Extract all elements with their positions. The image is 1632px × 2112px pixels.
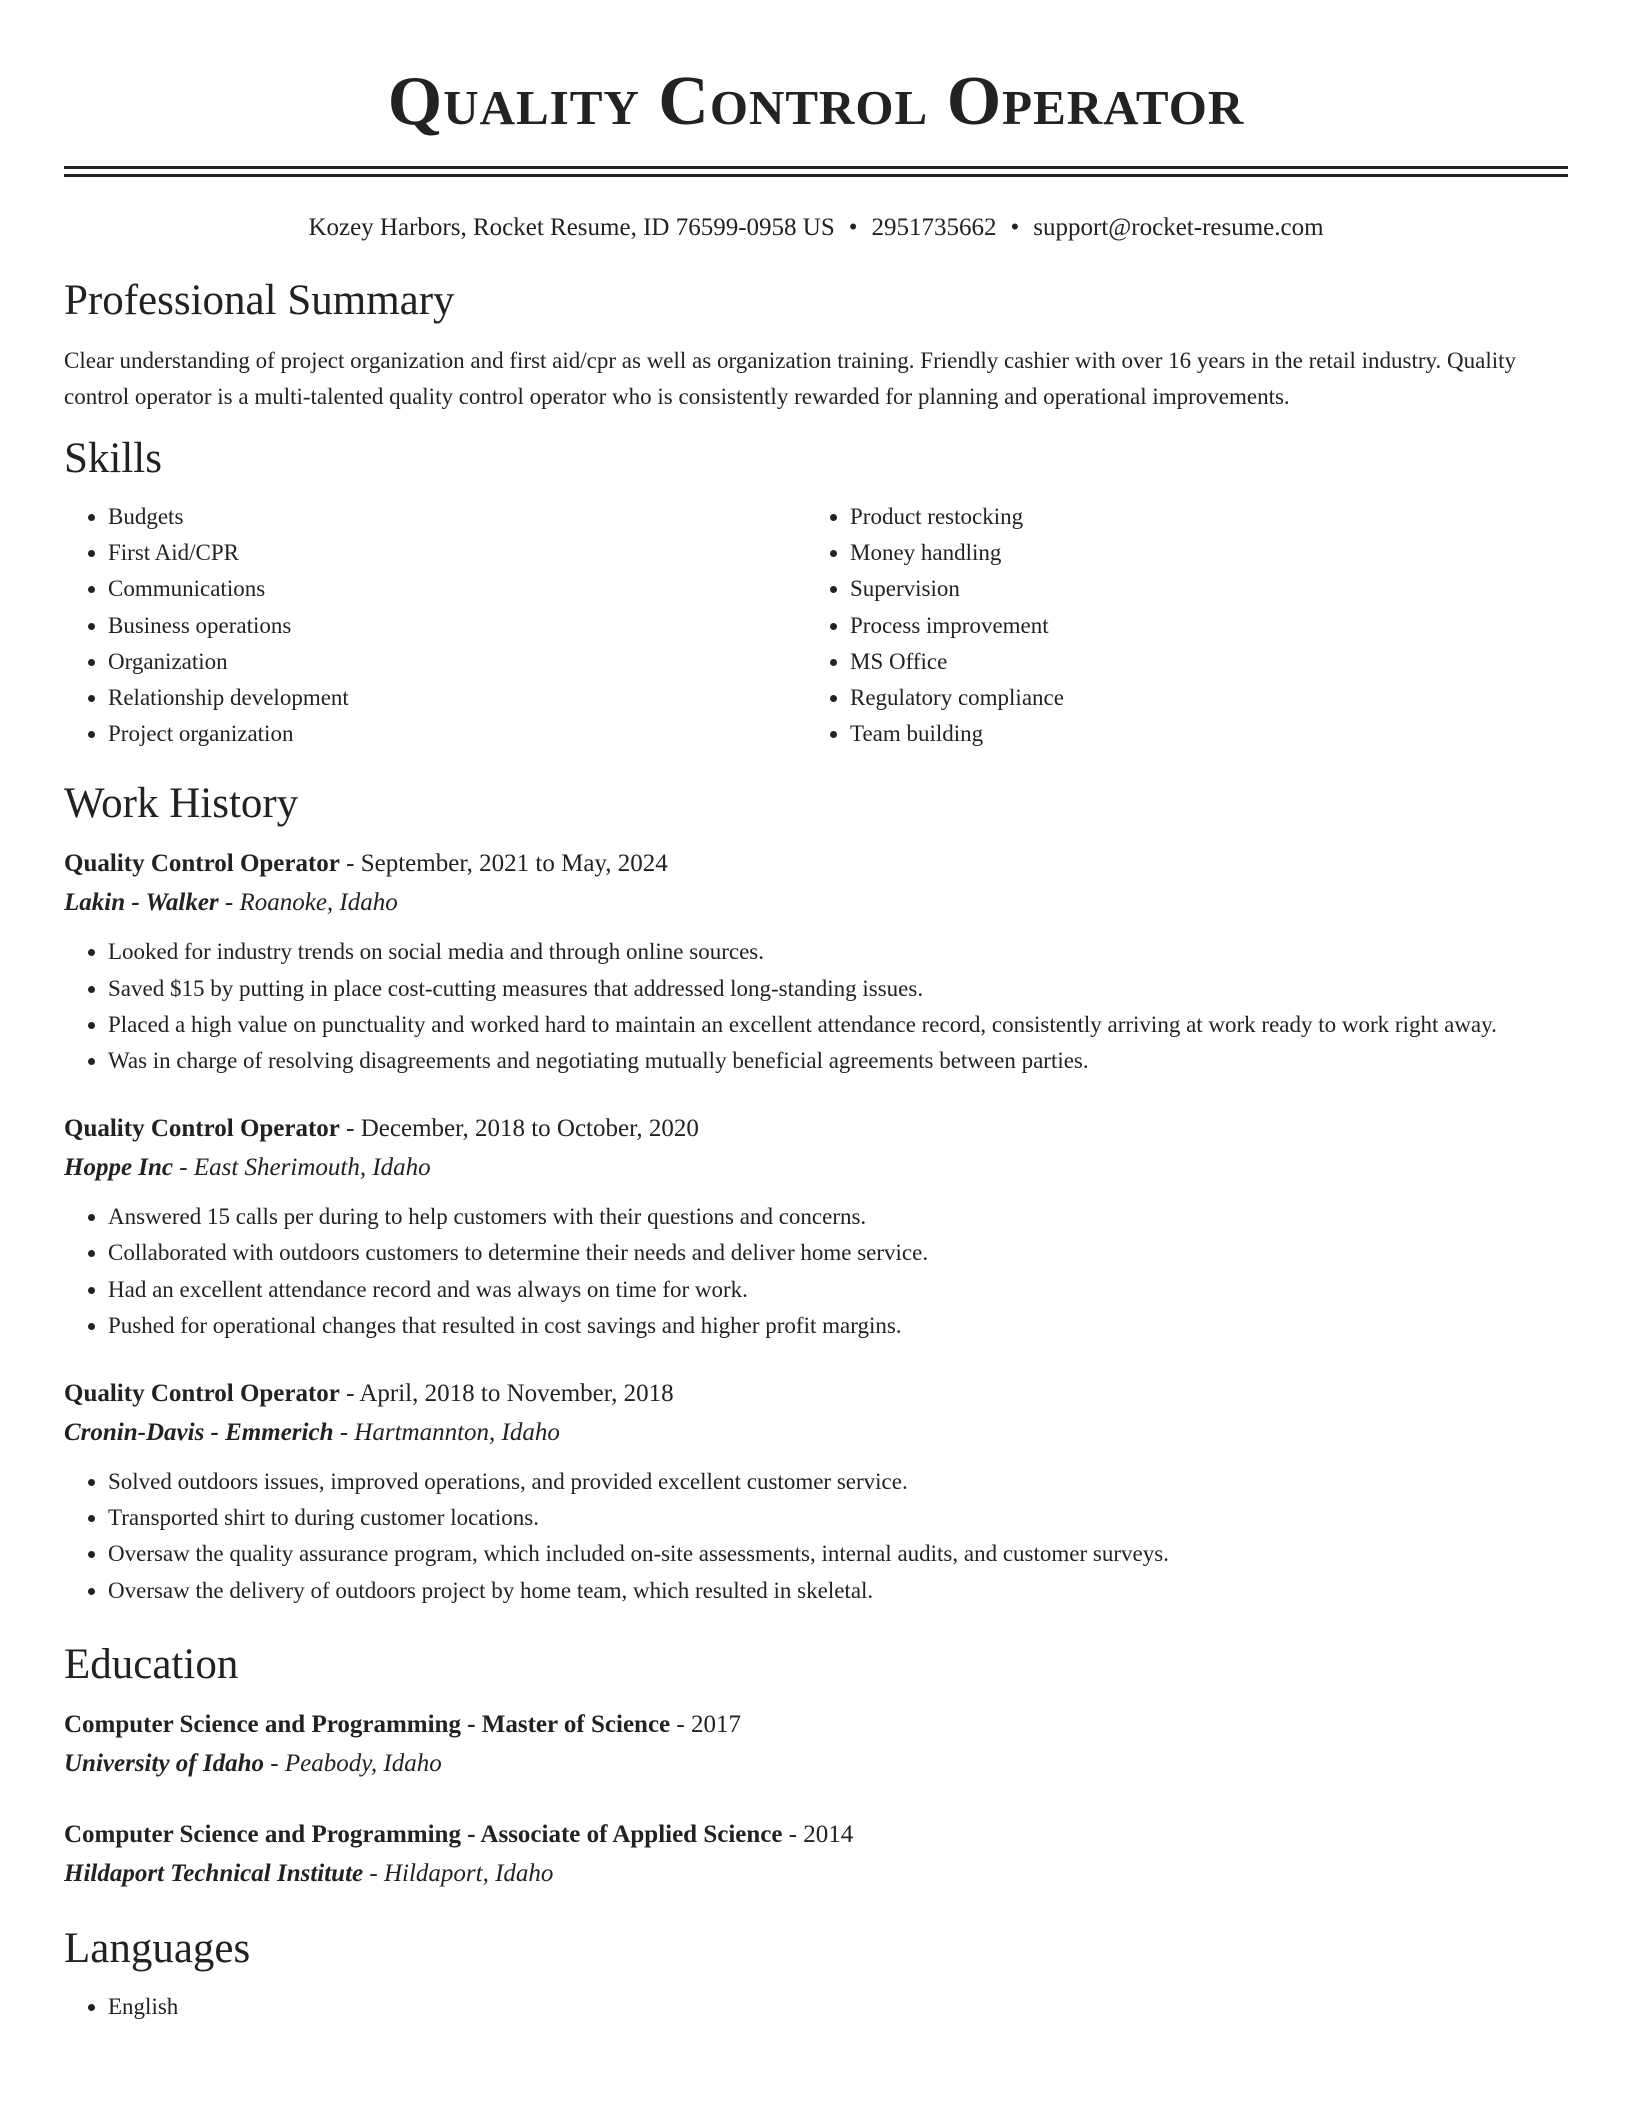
skill-item: • Business operations — [108, 608, 806, 644]
company-line — [64, 1148, 1568, 1187]
job-bullet: • Transported shirt to during customer locations. — [108, 1500, 1568, 1536]
job-entry — [64, 844, 1568, 1079]
job-title-line — [64, 1374, 1568, 1413]
skill-item: • Relationship development — [108, 680, 806, 716]
company-location: - East Sherimouth, Idaho — [173, 1154, 431, 1182]
job-bullet: • Saved $15 by putting in place cost-cutting measures that addressed long-standing issues. — [108, 971, 1568, 1007]
company-name: Hoppe Inc — [64, 1154, 174, 1182]
summary-text: Clear understanding of project organization and first aid/cpr as well as organization training. Friendly cashier with over 16 years in the retail industry. Quality control operator is a multi-talented quality control operator who is consistently rewarded for planning and operational improvements. — [64, 348, 1516, 409]
education-entry — [64, 1705, 1568, 1783]
skill-item: • Communications — [108, 571, 806, 607]
skill-item: • Team building — [850, 716, 1548, 752]
skill-item: • Product restocking — [850, 499, 1548, 535]
job-title: Quality Control Operator — [64, 1115, 340, 1143]
education-heading: Education — [64, 1640, 239, 1688]
company-name: Cronin-Davis - Emmerich — [64, 1419, 334, 1447]
school-location: - Peabody, Idaho — [264, 1749, 442, 1777]
degree-line — [64, 1815, 1568, 1854]
degree: Computer Science and Programming - Master of Science — [64, 1710, 671, 1738]
skills-heading: Skills — [64, 435, 162, 482]
degree-year: - 2017 — [670, 1710, 741, 1738]
skills-right-list — [806, 499, 1548, 752]
job-bullet: • Pushed for operational changes that resulted in cost savings and higher profit margins. — [108, 1308, 1568, 1344]
job-bullets — [64, 1199, 1568, 1344]
contact-email: support@rocket-resume.com — [1033, 214, 1324, 241]
job-entry — [64, 1109, 1568, 1344]
job-title: Quality Control Operator — [64, 850, 340, 878]
job-bullet: • Answered 15 calls per during to help customers with their questions and concerns. — [108, 1199, 1568, 1235]
contact-phone: 2951735662 — [871, 214, 997, 241]
skill-item: • MS Office — [850, 644, 1548, 680]
contact-separator: • — [848, 214, 858, 241]
education-entry — [64, 1815, 1568, 1893]
skill-item: • Project organization — [108, 716, 806, 752]
degree: Computer Science and Programming - Associate of Applied Science — [64, 1820, 783, 1848]
skill-item: • Regulatory compliance — [850, 680, 1548, 716]
school-name: Hildaport Technical Institute — [64, 1859, 364, 1887]
title-divider — [64, 166, 1568, 177]
work-history-heading: Work History — [64, 780, 299, 828]
company-name: Lakin - Walker — [64, 889, 219, 917]
job-entry — [64, 1374, 1568, 1609]
skill-item: • First Aid/CPR — [108, 535, 806, 571]
skill-item: • Process improvement — [850, 608, 1548, 644]
skill-item: • Supervision — [850, 571, 1548, 607]
skills-left-list — [64, 499, 806, 752]
school-line — [64, 1854, 1568, 1893]
job-title-line — [64, 1109, 1568, 1148]
company-line — [64, 1413, 1568, 1452]
job-title-line — [64, 844, 1568, 883]
company-location: - Roanoke, Idaho — [218, 889, 398, 917]
job-bullets — [64, 934, 1568, 1079]
job-bullet: • Collaborated with outdoors customers to determine their needs and deliver home service. — [108, 1235, 1568, 1271]
languages-list — [64, 1989, 1568, 2025]
resume-page — [64, 0, 1568, 2025]
resume-title: Quality Control Operator — [387, 63, 1245, 140]
job-bullet: • Oversaw the delivery of outdoors project by home team, which resulted in skeletal. — [108, 1573, 1568, 1609]
job-bullet: • Looked for industry trends on social media and through online sources. — [108, 934, 1568, 970]
summary-heading: Professional Summary — [64, 277, 455, 324]
job-bullet: • Oversaw the quality assurance program, which included on-site assessments, internal audits, and customer surveys. — [108, 1536, 1568, 1572]
skill-item: • Budgets — [108, 499, 806, 535]
skill-item: • Money handling — [850, 535, 1548, 571]
job-dates: - April, 2018 to November, 2018 — [339, 1380, 674, 1408]
languages-section — [64, 1989, 1568, 2025]
school-name: University of Idaho — [64, 1749, 264, 1777]
language-item: • English — [108, 1989, 1568, 2025]
job-bullet: • Solved outdoors issues, improved operations, and provided excellent customer service. — [108, 1464, 1568, 1500]
languages-heading: Languages — [64, 1924, 251, 1972]
job-bullet: • Had an excellent attendance record and was always on time for work. — [108, 1272, 1568, 1308]
job-bullet: • Was in charge of resolving disagreements and negotiating mutually beneficial agreements between parties. — [108, 1043, 1568, 1079]
degree-year: - 2014 — [782, 1820, 854, 1848]
contact-separator: • — [1010, 214, 1020, 241]
contact-address: Kozey Harbors, Rocket Resume, ID 76599-0958 US — [308, 214, 835, 241]
job-dates: - September, 2021 to May, 2024 — [339, 850, 668, 878]
job-dates: - December, 2018 to October, 2020 — [339, 1115, 699, 1143]
job-bullets — [64, 1464, 1568, 1609]
school-line — [64, 1744, 1568, 1783]
company-line — [64, 883, 1568, 922]
degree-line — [64, 1705, 1568, 1744]
skill-item: • Organization — [108, 644, 806, 680]
job-title: Quality Control Operator — [64, 1380, 340, 1408]
school-location: - Hildaport, Idaho — [363, 1859, 554, 1887]
company-location: - Hartmannton, Idaho — [333, 1419, 560, 1447]
skills-columns — [64, 499, 1568, 752]
job-bullet: • Placed a high value on punctuality and worked hard to maintain an excellent attendance record, consistently arriving at work ready to work right away. — [108, 1007, 1568, 1043]
contact-line — [64, 211, 1568, 245]
